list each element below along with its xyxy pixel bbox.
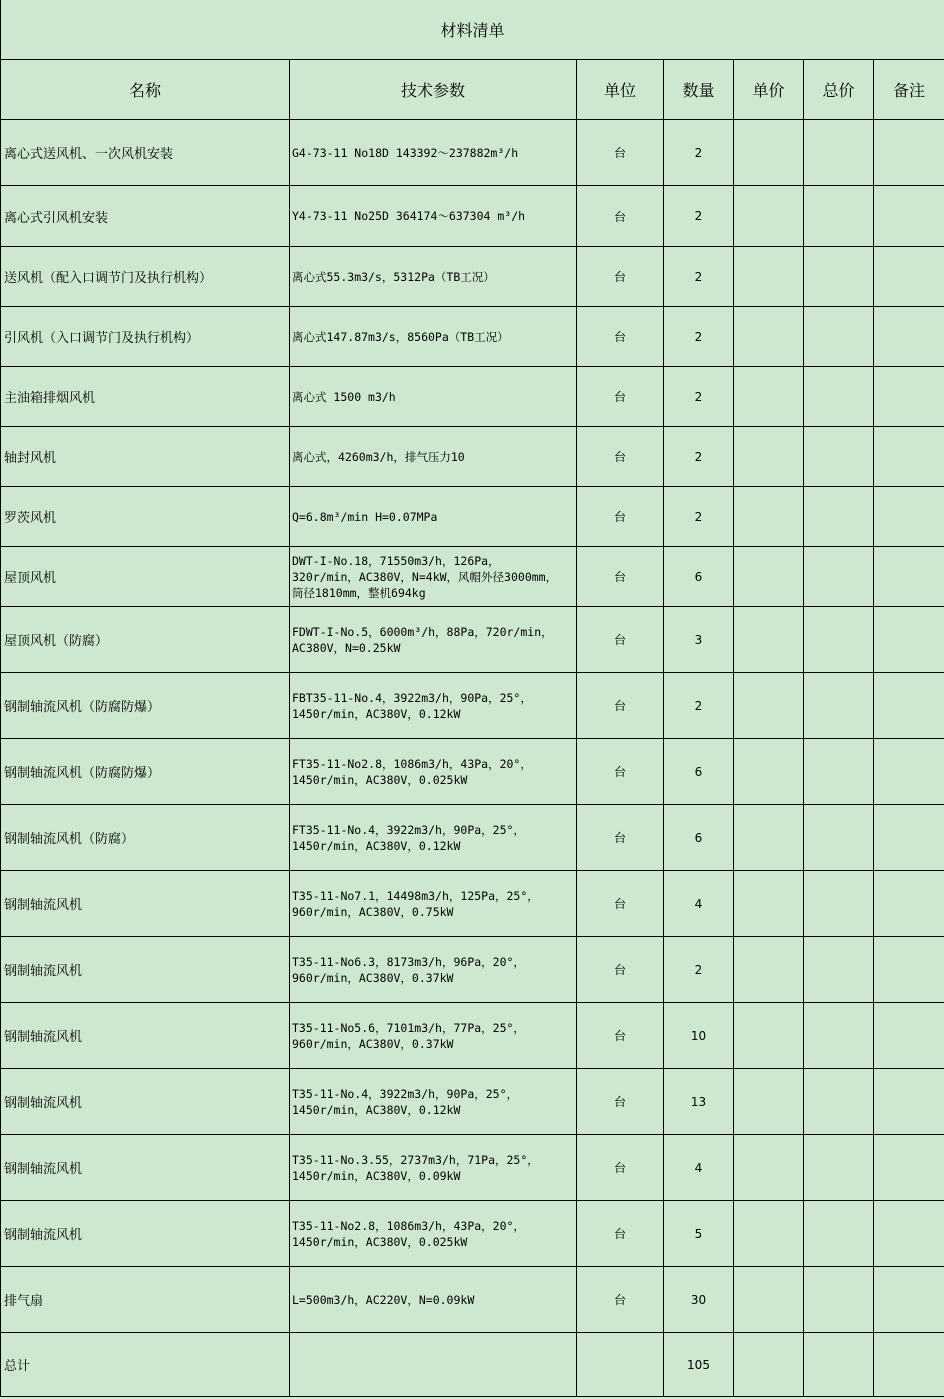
cell-unit: 台 [577, 937, 664, 1003]
cell-qty: 2 [664, 247, 734, 307]
cell-remarks [874, 186, 944, 247]
table-row [1, 805, 944, 871]
param-line: T35-11-No2.8，1086m3/h，43Pa，20°， [292, 1218, 525, 1233]
cell-qty: 6 [664, 547, 734, 607]
cell-unit: 台 [577, 427, 664, 487]
cell-unit: 台 [577, 805, 664, 871]
cell-params [290, 186, 577, 247]
cell-remarks [874, 1201, 944, 1267]
cell-params [290, 307, 577, 367]
cell-params [290, 673, 577, 739]
cell-unit-price [734, 367, 804, 427]
table-row [1, 367, 944, 427]
param-line: Q=6.8m³/min H=0.07MPa [292, 509, 438, 524]
table-row [1, 307, 944, 367]
cell-qty: 105 [664, 1333, 734, 1397]
table-row [1, 937, 944, 1003]
cell-total-price [804, 1267, 874, 1333]
cell-total-price [804, 805, 874, 871]
cell-params [290, 871, 577, 937]
cell-remarks [874, 247, 944, 307]
cell-total-price [804, 1201, 874, 1267]
cell-unit-price [734, 307, 804, 367]
header-total-price: 总价 [804, 60, 874, 120]
cell-total-price [804, 186, 874, 247]
cell-unit: 台 [577, 739, 664, 805]
table-row [1, 1267, 944, 1333]
cell-params [290, 547, 577, 607]
cell-unit: 台 [577, 1069, 664, 1135]
cell-unit-price [734, 186, 804, 247]
cell-name: 钢制轴流风机 [1, 937, 290, 1003]
table-row [1, 547, 944, 607]
cell-qty: 2 [664, 307, 734, 367]
table-row [1, 1135, 944, 1201]
cell-unit-price [734, 427, 804, 487]
cell-total-price [804, 937, 874, 1003]
cell-qty: 30 [664, 1267, 734, 1333]
cell-qty: 5 [664, 1201, 734, 1267]
cell-unit [577, 1333, 664, 1397]
cell-unit: 台 [577, 307, 664, 367]
cell-name: 罗茨风机 [1, 487, 290, 547]
table-row [1, 1333, 944, 1397]
header-unit-price: 单价 [734, 60, 804, 120]
cell-name: 总计 [1, 1333, 290, 1397]
cell-remarks [874, 1135, 944, 1201]
cell-qty: 6 [664, 805, 734, 871]
param-line: 960r/min，AC380V，0.37kW [292, 1036, 454, 1051]
cell-params [290, 937, 577, 1003]
cell-name: 轴封风机 [1, 427, 290, 487]
cell-unit-price [734, 739, 804, 805]
cell-unit: 台 [577, 607, 664, 673]
cell-unit: 台 [577, 1201, 664, 1267]
cell-unit-price [734, 937, 804, 1003]
header-row [1, 60, 944, 120]
cell-remarks [874, 1333, 944, 1397]
cell-params [290, 1267, 577, 1333]
cell-total-price [804, 247, 874, 307]
cell-total-price [804, 427, 874, 487]
cell-unit: 台 [577, 871, 664, 937]
cell-total-price [804, 1003, 874, 1069]
cell-params [290, 607, 577, 673]
cell-name: 送风机（配入口调节门及执行机构） [1, 247, 290, 307]
param-line: 离心式147.87m3/s，8560Pa（TB工况） [292, 329, 509, 344]
cell-params [290, 1003, 577, 1069]
table-row [1, 607, 944, 673]
cell-unit: 台 [577, 367, 664, 427]
cell-unit: 台 [577, 1003, 664, 1069]
cell-qty: 3 [664, 607, 734, 673]
param-line: Y4-73-11 No25D 364174～637304 m³/h [292, 209, 526, 223]
param-line: T35-11-No.4，3922m3/h，90Pa，25°， [292, 1086, 519, 1101]
cell-unit: 台 [577, 120, 664, 186]
cell-params [290, 247, 577, 307]
cell-name: 钢制轴流风机 [1, 1069, 290, 1135]
cell-total-price [804, 547, 874, 607]
cell-name: 钢制轴流风机（防腐） [1, 805, 290, 871]
cell-unit-price [734, 247, 804, 307]
cell-params [290, 487, 577, 547]
param-line: T35-11-No6.3，8173m3/h，96Pa，20°， [292, 954, 525, 969]
cell-unit-price [734, 1003, 804, 1069]
cell-total-price [804, 307, 874, 367]
cell-unit-price [734, 487, 804, 547]
header-unit: 单位 [577, 60, 664, 120]
cell-qty: 4 [664, 871, 734, 937]
table-row [1, 739, 944, 805]
table-row [1, 1069, 944, 1135]
param-line: 320r/min，AC380V，N=4kW，风帽外径3000mm， [292, 569, 558, 584]
param-line: 960r/min，AC380V，0.75kW [292, 904, 454, 919]
title-row [1, 0, 944, 60]
param-line: FDWT-I-No.5，6000m³/h，88Pa，720r/min， [292, 624, 553, 639]
cell-name: 引风机（入口调节门及执行机构） [1, 307, 290, 367]
header-remarks: 备注 [874, 60, 944, 120]
cell-qty: 10 [664, 1003, 734, 1069]
cell-name: 钢制轴流风机 [1, 871, 290, 937]
cell-name: 钢制轴流风机（防腐防爆） [1, 739, 290, 805]
cell-name: 屋顶风机（防腐） [1, 607, 290, 673]
cell-name: 排气扇 [1, 1267, 290, 1333]
cell-qty: 2 [664, 120, 734, 186]
cell-unit-price [734, 1201, 804, 1267]
cell-unit-price [734, 871, 804, 937]
cell-qty: 2 [664, 186, 734, 247]
cell-remarks [874, 607, 944, 673]
cell-unit-price [734, 607, 804, 673]
cell-remarks [874, 120, 944, 186]
cell-unit-price [734, 120, 804, 186]
cell-unit-price [734, 1069, 804, 1135]
cell-qty: 6 [664, 739, 734, 805]
param-line: G4-73-11 No18D 143392～237882m³/h [292, 145, 519, 160]
table-row [1, 427, 944, 487]
cell-name: 钢制轴流风机 [1, 1135, 290, 1201]
param-line: 离心式 1500 m3/h [292, 389, 396, 404]
table-row [1, 673, 944, 739]
param-line: T35-11-No5.6，7101m3/h，77Pa，25°， [292, 1020, 525, 1035]
cell-unit-price [734, 1135, 804, 1201]
param-line: 离心式55.3m3/s，5312Pa（TB工况） [292, 269, 495, 284]
param-line: 960r/min，AC380V，0.37kW [292, 970, 454, 985]
cell-unit-price [734, 1333, 804, 1397]
cell-unit: 台 [577, 547, 664, 607]
cell-total-price [804, 1333, 874, 1397]
cell-qty: 13 [664, 1069, 734, 1135]
cell-params [290, 1201, 577, 1267]
table-row [1, 871, 944, 937]
sheet-title: 材料清单 [1, 0, 944, 60]
param-line: T35-11-No7.1，14498m3/h，125Pa，25°， [292, 888, 539, 903]
cell-total-price [804, 120, 874, 186]
cell-unit-price [734, 1267, 804, 1333]
cell-params [290, 1069, 577, 1135]
table-row [1, 120, 944, 186]
cell-unit: 台 [577, 186, 664, 247]
param-line: 1450r/min，AC380V，0.025kW [292, 772, 468, 787]
param-line: FBT35-11-No.4，3922m3/h，90Pa，25°， [292, 690, 532, 705]
cell-qty: 2 [664, 367, 734, 427]
cell-unit: 台 [577, 673, 664, 739]
cell-params [290, 1135, 577, 1201]
cell-params [290, 120, 577, 186]
table-row [1, 247, 944, 307]
param-line: 1450r/min，AC380V，0.025kW [292, 1234, 468, 1249]
cell-name: 钢制轴流风机 [1, 1003, 290, 1069]
cell-total-price [804, 739, 874, 805]
cell-params [290, 805, 577, 871]
cell-remarks [874, 487, 944, 547]
cell-remarks [874, 937, 944, 1003]
cell-remarks [874, 1267, 944, 1333]
table-row [1, 487, 944, 547]
cell-unit-price [734, 673, 804, 739]
cell-qty: 2 [664, 427, 734, 487]
cell-qty: 2 [664, 937, 734, 1003]
param-line: FT35-11-No2.8，1086m3/h，43Pa，20°， [292, 756, 532, 771]
table-row [1, 186, 944, 247]
cell-total-price [804, 487, 874, 547]
cell-unit: 台 [577, 247, 664, 307]
cell-qty: 2 [664, 673, 734, 739]
cell-name: 主油箱排烟风机 [1, 367, 290, 427]
param-line: 1450r/min，AC380V，0.12kW [292, 1102, 461, 1117]
cell-params [290, 739, 577, 805]
cell-unit-price [734, 805, 804, 871]
cell-total-price [804, 607, 874, 673]
cell-unit: 台 [577, 1135, 664, 1201]
cell-remarks [874, 547, 944, 607]
cell-remarks [874, 1069, 944, 1135]
param-line: 1450r/min，AC380V，0.12kW [292, 706, 461, 721]
cell-remarks [874, 673, 944, 739]
cell-unit-price [734, 547, 804, 607]
cell-total-price [804, 1069, 874, 1135]
param-line: 离心式，4260m3/h，排气压力10 [292, 449, 465, 464]
cell-name: 离心式送风机、一次风机安装 [1, 120, 290, 186]
cell-unit: 台 [577, 487, 664, 547]
cell-qty: 2 [664, 487, 734, 547]
cell-total-price [804, 367, 874, 427]
cell-remarks [874, 1003, 944, 1069]
cell-total-price [804, 871, 874, 937]
cell-qty: 4 [664, 1135, 734, 1201]
cell-remarks [874, 871, 944, 937]
cell-remarks [874, 427, 944, 487]
cell-params [290, 1333, 577, 1397]
cell-name: 钢制轴流风机（防腐防爆） [1, 673, 290, 739]
header-name: 名称 [1, 60, 290, 120]
cell-total-price [804, 673, 874, 739]
cell-remarks [874, 307, 944, 367]
table-row [1, 1201, 944, 1267]
param-line: L=500m3/h，AC220V，N=0.09kW [292, 1292, 475, 1307]
param-line: 1450r/min，AC380V，0.09kW [292, 1168, 461, 1183]
header-qty: 数量 [664, 60, 734, 120]
param-line: FT35-11-No.4，3922m3/h，90Pa，25°， [292, 822, 525, 837]
param-line: T35-11-No.3.55，2737m3/h，71Pa，25°， [292, 1152, 539, 1167]
cell-remarks [874, 805, 944, 871]
param-line: DWT-I-No.18，71550m3/h，126Pa， [292, 553, 500, 568]
param-line: 1450r/min，AC380V，0.12kW [292, 838, 461, 853]
cell-name: 离心式引风机安装 [1, 186, 290, 247]
header-params: 技术参数 [290, 60, 577, 120]
cell-total-price [804, 1135, 874, 1201]
cell-remarks [874, 739, 944, 805]
cell-remarks [874, 367, 944, 427]
cell-name: 屋顶风机 [1, 547, 290, 607]
table-row [1, 1003, 944, 1069]
cell-params [290, 367, 577, 427]
cell-unit: 台 [577, 1267, 664, 1333]
param-line: 筒径1810mm，整机694kg [292, 585, 426, 600]
cell-name: 钢制轴流风机 [1, 1201, 290, 1267]
cell-params [290, 427, 577, 487]
param-line: AC380V，N=0.25kW [292, 640, 401, 655]
